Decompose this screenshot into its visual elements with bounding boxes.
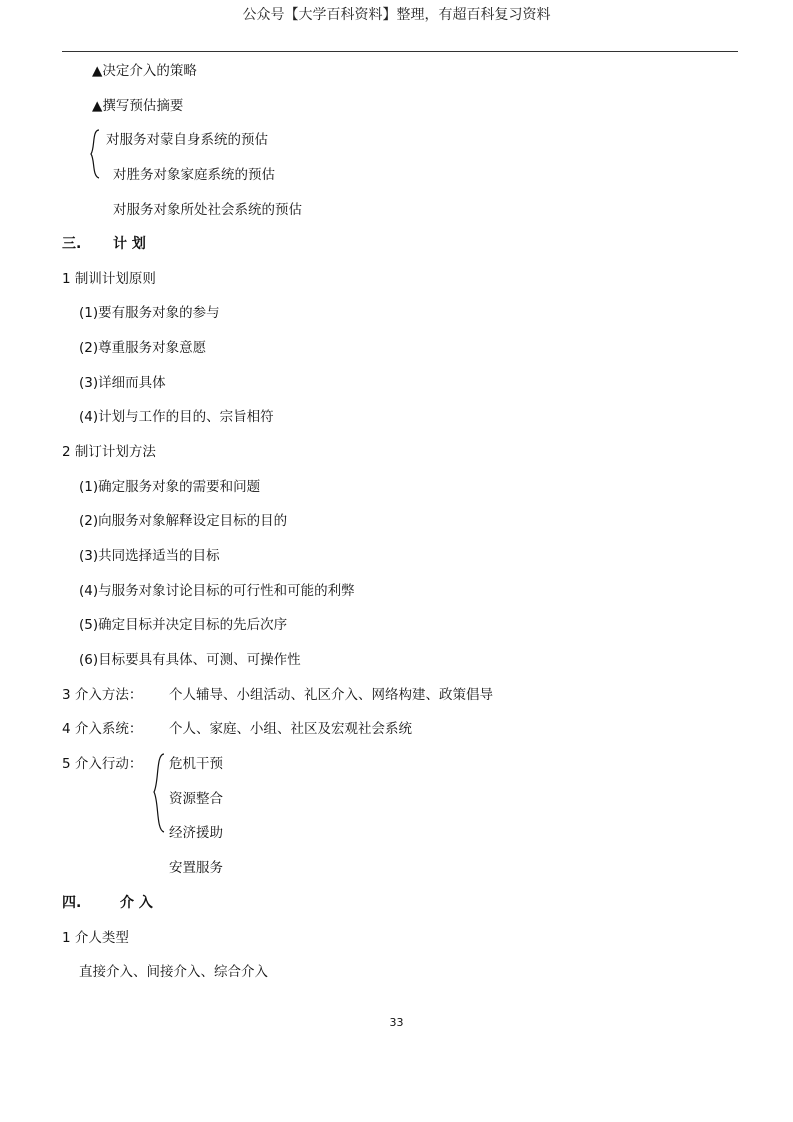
list-item: (1)确定服务对象的需要和问题 bbox=[79, 479, 261, 495]
list-item: (3)详细而具体 bbox=[79, 375, 166, 391]
section3-sub5-label: 5 介入行动： bbox=[62, 756, 143, 772]
section3-sub3-label: 3 介入方法： bbox=[62, 687, 143, 703]
page-number: 33 bbox=[389, 1016, 404, 1029]
list-item: (4)计划与工作的目的、宗旨相符 bbox=[79, 409, 274, 425]
section4-number: 四. bbox=[62, 895, 82, 911]
item-self-system-assessment: 对服务对蒙自身系统的预估 bbox=[106, 132, 268, 148]
header-rule bbox=[62, 51, 738, 52]
page-header: 公众号【大学百科资料】整理，有超百科复习资料 bbox=[242, 7, 551, 23]
brace-intervention-actions bbox=[151, 752, 167, 834]
list-item: 危机干预 bbox=[169, 756, 223, 772]
section3-number: 三. bbox=[62, 236, 82, 252]
list-item: (4)与服务对象讨论目标的可行性和可能的利弊 bbox=[79, 583, 355, 599]
list-item: (5)确定目标并决定目标的先后次序 bbox=[79, 617, 288, 633]
list-item: 经济援助 bbox=[169, 825, 223, 841]
list-item: (1)要有服务对象的参与 bbox=[79, 305, 220, 321]
section3-sub2-title: 2 制订计划方法 bbox=[62, 444, 156, 460]
item-social-system-assessment: 对服务对象所处社会系统的预估 bbox=[113, 202, 302, 218]
list-item: 资源整合 bbox=[169, 791, 223, 807]
list-item: (2)向服务对象解释设定目标的目的 bbox=[79, 513, 288, 529]
item-family-system-assessment: 对胜务对象家庭系统的预估 bbox=[113, 167, 275, 183]
brace-assessment bbox=[88, 128, 102, 182]
section3-sub3-value: 个人辅导、小组活动、礼区介入、网络构建、政策倡导 bbox=[169, 687, 493, 703]
section4-sub1-title: 1 介人类型 bbox=[62, 930, 129, 946]
section3-sub1-title: 1 制训计划原则 bbox=[62, 271, 156, 287]
item-write-summary: ▲撰写预估摘要 bbox=[92, 98, 184, 114]
section3-title: 计 划 bbox=[113, 236, 146, 252]
list-item: 安置服务 bbox=[169, 860, 223, 876]
section4-title: 介 入 bbox=[120, 895, 153, 911]
section3-sub4-value: 个人、家庭、小组、社区及宏观社会系统 bbox=[169, 721, 412, 737]
list-item: (2)尊重服务对象意愿 bbox=[79, 340, 207, 356]
section4-sub1-value: 直接介入、间接介入、综合介入 bbox=[79, 964, 268, 980]
item-decide-strategy: ▲决定介入的策略 bbox=[92, 63, 197, 79]
list-item: (6)目标要具有具体、可测、可操作性 bbox=[79, 652, 301, 668]
section3-sub4-label: 4 介入系统： bbox=[62, 721, 143, 737]
list-item: (3)共同选择适当的目标 bbox=[79, 548, 220, 564]
